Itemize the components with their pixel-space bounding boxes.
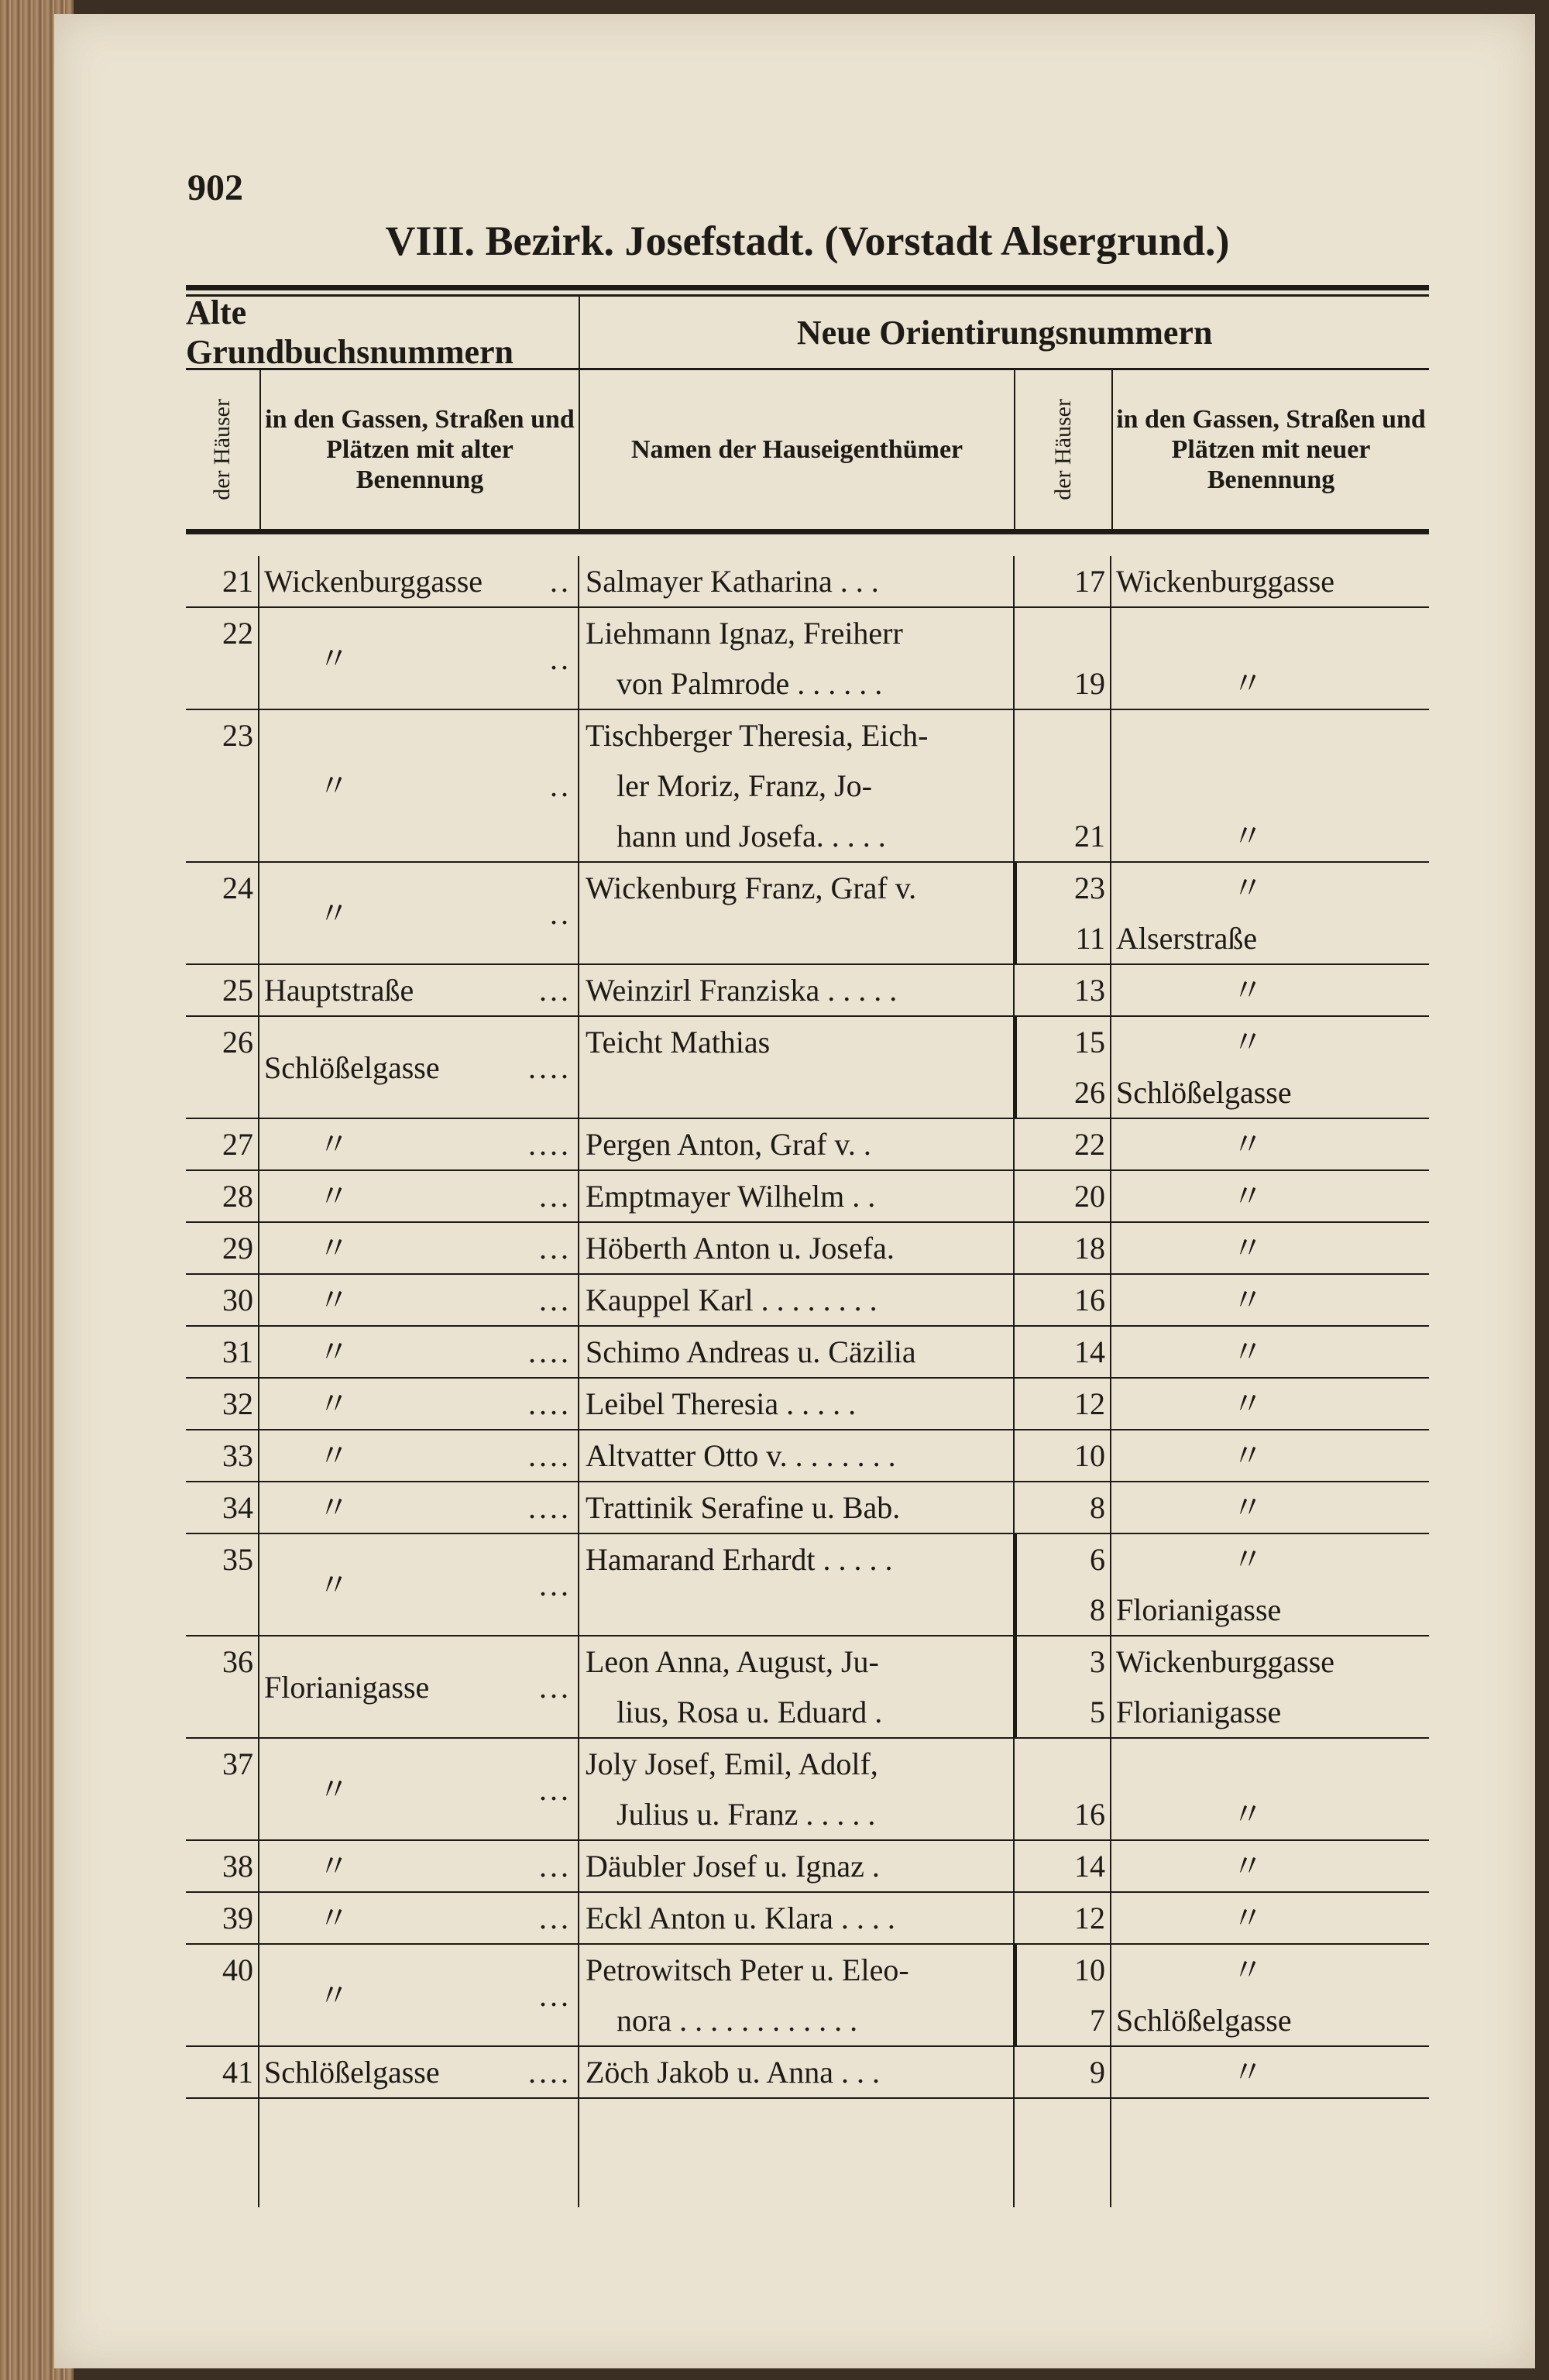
new-house-number: 21	[1074, 819, 1105, 853]
new-street-name: 〃	[1232, 1901, 1263, 1935]
owner-line: Eckl Anton u. Klara . . . .	[586, 1901, 895, 1935]
spacer	[1116, 761, 1429, 811]
old-street-name: 〃	[318, 641, 349, 676]
new-house-number-cell	[1015, 1275, 1111, 1325]
old-street-name: 〃	[318, 1849, 349, 1884]
old-street-name: 〃	[318, 1438, 349, 1473]
old-street-cell	[259, 1841, 579, 1891]
new-street-name: Florianigasse	[1116, 1592, 1282, 1627]
new-street-cell	[1111, 608, 1429, 709]
new-street-name: 〃	[1232, 666, 1263, 701]
owner-line: Kauppel Karl . . . . . . . .	[586, 1283, 878, 1317]
new-house-number: 26	[1074, 1075, 1105, 1110]
new-house-number-cell	[1015, 1379, 1111, 1429]
new-house-number-cell	[1015, 1017, 1111, 1118]
leader-dots: ....	[528, 1438, 572, 1473]
owner-line: Weinzirl Franziska . . . . .	[586, 973, 898, 1008]
owner-line: Leon Anna, August, Ju-	[586, 1644, 879, 1679]
old-house-number: 22	[186, 608, 259, 709]
old-street-cell	[259, 2047, 579, 2097]
table-row	[186, 1841, 1429, 1893]
owner-line: Höberth Anton u. Josefa.	[586, 1231, 895, 1266]
new-house-number: 10	[1074, 1952, 1105, 1987]
old-house-number: 21	[186, 556, 259, 606]
table-row	[186, 863, 1429, 965]
owner-cell	[579, 1739, 1015, 1839]
owner-line: Altvatter Otto v. . . . . . . .	[586, 1438, 896, 1473]
new-house-number: 23	[1074, 871, 1105, 905]
owner-cell	[579, 2047, 1015, 2097]
owner-cell	[579, 556, 1015, 606]
old-street-cell	[259, 1534, 579, 1635]
old-house-number: 26	[186, 1017, 259, 1118]
old-house-number: 36	[186, 1636, 259, 1737]
spacer	[1116, 1739, 1429, 1789]
new-street-cell	[1111, 1379, 1429, 1429]
old-house-number: 39	[186, 1893, 259, 1943]
leader-dots: ...	[539, 1901, 572, 1935]
new-street-name: 〃	[1232, 1231, 1263, 1266]
new-street-cell	[1111, 1739, 1429, 1839]
owner-line: Julius u. Franz . . . . .	[617, 1797, 876, 1832]
owner-cell	[579, 1171, 1015, 1221]
new-house-number: 14	[1074, 1334, 1105, 1369]
old-street-name: 〃	[318, 1567, 349, 1602]
new-street-cell	[1111, 965, 1429, 1015]
new-street-name: 〃	[1232, 1127, 1263, 1162]
old-house-number: 25	[186, 965, 259, 1015]
new-street-name: Alserstraße	[1116, 921, 1258, 956]
old-street-cell	[259, 1171, 579, 1221]
old-house-number: 38	[186, 1841, 259, 1891]
new-house-number-cell	[1015, 1171, 1111, 1221]
owner-line: lius, Rosa u. Eduard .	[617, 1695, 883, 1729]
new-house-number-cell	[1015, 965, 1111, 1015]
new-street-name: 〃	[1232, 819, 1263, 853]
new-house-number-cell	[1015, 710, 1111, 861]
new-street-name: Schlößelgasse	[1116, 2003, 1292, 2038]
new-street-cell	[1111, 1534, 1429, 1635]
owner-line: Trattinik Serafine u. Bab.	[586, 1490, 901, 1525]
new-house-number: 12	[1074, 1386, 1105, 1421]
new-street-name: 〃	[1232, 1438, 1263, 1473]
new-house-number: 11	[1075, 921, 1105, 956]
owner-cell	[579, 863, 1015, 963]
owner-line: Liehmann Ignaz, Freiherr	[586, 616, 903, 651]
new-house-number: 13	[1074, 973, 1105, 1008]
new-street-cell	[1111, 1223, 1429, 1273]
old-street-cell	[259, 1430, 579, 1481]
old-street-cell	[259, 1017, 579, 1118]
new-street-cell	[1111, 556, 1429, 606]
owner-cell	[579, 1893, 1015, 1943]
new-house-number: 17	[1074, 564, 1105, 599]
new-street-cell	[1111, 2047, 1429, 2097]
leader-dots: ....	[528, 2055, 572, 2090]
table-tail	[186, 2099, 1429, 2207]
new-street-cell	[1111, 710, 1429, 861]
leader-dots: ...	[539, 1567, 572, 1602]
table-row	[186, 608, 1429, 710]
owner-cell	[579, 1223, 1015, 1273]
old-street-name: 〃	[318, 1179, 349, 1214]
new-streets-header: in den Gassen, Straßen und Plätzen mit neuer Benennung	[1116, 404, 1426, 495]
table-row	[186, 556, 1429, 608]
new-house-number: 12	[1074, 1901, 1105, 1935]
new-street-name: 〃	[1232, 1542, 1263, 1577]
new-street-name: 〃	[1232, 2055, 1263, 2090]
new-street-cell	[1111, 1171, 1429, 1221]
new-street-name: Schlößelgasse	[1116, 1075, 1292, 1110]
old-house-number: 33	[186, 1430, 259, 1481]
old-street-cell	[259, 710, 579, 861]
new-street-cell	[1111, 1430, 1429, 1481]
new-street-name: 〃	[1232, 1025, 1263, 1059]
owner-cell	[579, 710, 1015, 861]
new-house-number-cell	[1015, 1327, 1111, 1377]
spacer	[1015, 608, 1105, 658]
old-street-cell	[259, 556, 579, 606]
owner-cell	[579, 1636, 1015, 1737]
leader-dots: ...	[539, 1231, 572, 1266]
house-number-table	[186, 285, 1429, 2207]
new-house-number: 16	[1074, 1797, 1105, 1832]
new-house-number: 6	[1090, 1542, 1105, 1577]
owner-line: Däubler Josef u. Ignaz .	[586, 1849, 880, 1884]
leader-dots: ...	[539, 1179, 572, 1214]
owner-line: Emptmayer Wilhelm . .	[586, 1179, 876, 1214]
old-house-number: 31	[186, 1327, 259, 1377]
old-street-cell	[259, 1327, 579, 1377]
new-house-number: 19	[1074, 666, 1105, 701]
new-house-number-cell	[1015, 608, 1111, 709]
new-house-number: 7	[1090, 2003, 1105, 2038]
leader-dots: ..	[550, 564, 572, 599]
old-street-name: 〃	[318, 1771, 349, 1807]
owner-cell	[579, 1379, 1015, 1429]
old-street-name: Hauptstraße	[264, 973, 414, 1008]
new-house-number: 9	[1090, 2055, 1105, 2090]
old-house-number: 24	[186, 863, 259, 963]
old-street-cell	[259, 1945, 579, 2045]
old-street-name: 〃	[318, 1386, 349, 1421]
new-house-number-cell	[1015, 1119, 1111, 1169]
old-house-number: 27	[186, 1119, 259, 1169]
old-street-cell	[259, 1223, 579, 1273]
new-house-number: 15	[1074, 1025, 1105, 1059]
new-house-number-cell	[1015, 1534, 1111, 1635]
old-street-name: 〃	[318, 768, 349, 803]
new-house-number-cell	[1015, 2047, 1111, 2097]
table-row	[186, 965, 1429, 1017]
owner-cell	[579, 1945, 1015, 2045]
new-group-header: Neue Orientirungsnummern	[796, 313, 1213, 352]
old-house-number: 41	[186, 2047, 259, 2097]
owner-cell	[579, 1275, 1015, 1325]
new-house-number: 20	[1074, 1179, 1105, 1214]
new-street-name: 〃	[1232, 1334, 1263, 1369]
old-street-name: 〃	[318, 1231, 349, 1266]
new-house-number-cell	[1015, 1636, 1111, 1737]
new-house-number: 22	[1074, 1127, 1105, 1162]
new-house-number-cell	[1015, 1739, 1111, 1839]
table-row	[186, 1379, 1429, 1430]
owner-cell	[579, 1119, 1015, 1169]
new-house-number-cell	[1015, 1430, 1111, 1481]
new-street-cell	[1111, 1945, 1429, 2045]
old-house-number: 40	[186, 1945, 259, 2045]
new-street-cell	[1111, 1119, 1429, 1169]
table-row	[186, 710, 1429, 863]
new-street-name: 〃	[1232, 973, 1263, 1008]
new-street-cell	[1111, 1482, 1429, 1533]
old-street-name: Schlößelgasse	[264, 2055, 440, 2090]
new-house-number-cell	[1015, 1223, 1111, 1273]
leader-dots: ...	[539, 1771, 572, 1807]
owner-cell	[579, 608, 1015, 709]
new-street-name: 〃	[1232, 1386, 1263, 1421]
table-row	[186, 1893, 1429, 1945]
new-street-name: Wickenburggasse	[1116, 564, 1335, 599]
new-street-cell	[1111, 1636, 1429, 1737]
new-street-name: 〃	[1232, 1849, 1263, 1884]
old-street-name: Schlößelgasse	[264, 1049, 440, 1085]
new-street-cell	[1111, 863, 1429, 963]
new-street-name: 〃	[1232, 1179, 1263, 1214]
old-street-name: 〃	[318, 1490, 349, 1525]
owner-line: Joly Josef, Emil, Adolf,	[586, 1746, 878, 1781]
new-house-number-cell	[1015, 1893, 1111, 1943]
old-street-name: 〃	[318, 1901, 349, 1935]
old-street-cell	[259, 1636, 579, 1737]
new-house-number-cell	[1015, 556, 1111, 606]
table-row	[186, 1327, 1429, 1379]
old-street-name: 〃	[318, 1127, 349, 1162]
new-house-number: 16	[1074, 1283, 1105, 1317]
old-street-cell	[259, 1379, 579, 1429]
new-house-number: 5	[1090, 1695, 1105, 1729]
owner-cell	[579, 1327, 1015, 1377]
owner-cell	[579, 1841, 1015, 1891]
leader-dots: ....	[528, 1386, 572, 1421]
spacer	[1015, 710, 1105, 761]
spacer	[1015, 761, 1105, 811]
table-row	[186, 1636, 1429, 1739]
old-street-name: 〃	[318, 1283, 349, 1317]
leader-dots: ....	[528, 1127, 572, 1162]
old-house-number: 32	[186, 1379, 259, 1429]
table-row	[186, 1534, 1429, 1636]
table-row	[186, 1017, 1429, 1119]
owner-line: Hamarand Erhardt . . . . .	[586, 1542, 893, 1577]
table-row	[186, 2047, 1429, 2099]
new-street-name: Florianigasse	[1116, 1695, 1282, 1729]
owner-cell	[579, 1430, 1015, 1481]
old-street-cell	[259, 965, 579, 1015]
new-house-number: 8	[1090, 1592, 1105, 1627]
table-row	[186, 1482, 1429, 1534]
new-street-cell	[1111, 1275, 1429, 1325]
new-street-cell	[1111, 1327, 1429, 1377]
table-body	[186, 534, 1429, 2099]
new-street-name: 〃	[1232, 1952, 1263, 1987]
old-street-name: 〃	[318, 895, 349, 931]
table-row	[186, 1945, 1429, 2047]
group-header-row	[186, 294, 1429, 371]
old-street-cell	[259, 863, 579, 963]
old-street-cell	[259, 1482, 579, 1533]
owner-line: Salmayer Katharina . . .	[586, 564, 879, 599]
owner-line: Wickenburg Franz, Graf v.	[586, 871, 917, 905]
leader-dots: ..	[550, 641, 572, 676]
new-house-number: 8	[1090, 1490, 1105, 1525]
new-houses-header: der Häuser	[1049, 399, 1076, 500]
old-street-name: 〃	[318, 1977, 349, 2013]
owner-line: Pergen Anton, Graf v. .	[586, 1127, 871, 1162]
leader-dots: ....	[528, 1490, 572, 1525]
leader-dots: ...	[539, 1849, 572, 1884]
old-house-number: 35	[186, 1534, 259, 1635]
owner-cell	[579, 1534, 1015, 1635]
leader-dots: ...	[539, 1283, 572, 1317]
new-house-number: 18	[1074, 1231, 1105, 1266]
owner-cell	[579, 965, 1015, 1015]
owner-cell	[579, 1482, 1015, 1533]
table-row	[186, 1223, 1429, 1275]
table-row	[186, 1171, 1429, 1223]
new-street-name: 〃	[1232, 1283, 1263, 1317]
old-house-number: 29	[186, 1223, 259, 1273]
old-house-number: 30	[186, 1275, 259, 1325]
old-house-number: 28	[186, 1171, 259, 1221]
old-house-number: 34	[186, 1482, 259, 1533]
owner-line: Leibel Theresia . . . . .	[586, 1386, 857, 1421]
table-row	[186, 1739, 1429, 1841]
new-street-cell	[1111, 1017, 1429, 1118]
old-house-number: 23	[186, 710, 259, 861]
new-house-number: 10	[1074, 1438, 1105, 1473]
new-street-name: 〃	[1232, 871, 1263, 905]
leader-dots: ...	[539, 1977, 572, 2013]
old-street-cell	[259, 1739, 579, 1839]
old-street-name: 〃	[318, 1334, 349, 1369]
owner-line: Teicht Mathias	[586, 1025, 771, 1059]
owner-line: ler Moriz, Franz, Jo-	[617, 768, 872, 803]
old-street-cell	[259, 1275, 579, 1325]
new-street-name: 〃	[1232, 1797, 1263, 1832]
page-title: VIII. Bezirk. Josefstadt. (Vorstadt Alsergrund.)	[385, 218, 1230, 264]
old-streets-header: in den Gassen, Straßen und Plätzen mit alter Benennung	[261, 370, 581, 529]
spacer	[1116, 710, 1429, 761]
spacer	[1116, 608, 1429, 658]
owner-line: Schimo Andreas u. Cäzilia	[586, 1334, 916, 1369]
owner-line: Petrowitsch Peter u. Eleo-	[586, 1952, 909, 1987]
leader-dots: ...	[539, 1669, 572, 1705]
old-house-number: 37	[186, 1739, 259, 1839]
page-number: 902	[187, 167, 243, 208]
owners-header: Namen der Hauseigenthümer	[580, 370, 1015, 529]
old-street-name: Wickenburggasse	[264, 564, 483, 599]
old-street-cell	[259, 608, 579, 709]
old-street-cell	[259, 1119, 579, 1169]
table-row	[186, 1275, 1429, 1327]
old-houses-header: der Häuser	[209, 399, 235, 500]
leader-dots: ..	[550, 895, 572, 931]
new-house-number: 3	[1090, 1644, 1105, 1679]
owner-cell	[579, 1017, 1015, 1118]
spacer	[1015, 1739, 1105, 1789]
leader-dots: ....	[528, 1334, 572, 1369]
owner-line: Zöch Jakob u. Anna . . .	[586, 2055, 880, 2090]
old-group-header: Alte Grundbuchsnummern	[186, 297, 580, 368]
leader-dots: ...	[539, 973, 572, 1008]
new-house-number-cell	[1015, 1482, 1111, 1533]
new-house-number: 14	[1074, 1849, 1105, 1884]
new-street-cell	[1111, 1841, 1429, 1891]
old-street-name: Florianigasse	[264, 1669, 430, 1705]
column-header-row	[186, 370, 1429, 534]
new-street-name: 〃	[1232, 1490, 1263, 1525]
owner-line: hann und Josefa. . . . .	[617, 819, 886, 853]
new-street-cell	[1111, 1893, 1429, 1943]
new-house-number-cell	[1015, 1841, 1111, 1891]
owner-line: nora . . . . . . . . . . . .	[617, 2003, 858, 2038]
new-street-name: Wickenburggasse	[1116, 1644, 1335, 1679]
new-house-number-cell	[1015, 863, 1111, 963]
leader-dots: ....	[528, 1049, 572, 1085]
table-row	[186, 1430, 1429, 1482]
table-row	[186, 1119, 1429, 1171]
old-street-cell	[259, 1893, 579, 1943]
new-house-number-cell	[1015, 1945, 1111, 2045]
owner-line: von Palmrode . . . . . .	[617, 666, 883, 701]
leader-dots: ..	[550, 768, 572, 803]
owner-line: Tischberger Theresia, Eich-	[586, 718, 929, 753]
